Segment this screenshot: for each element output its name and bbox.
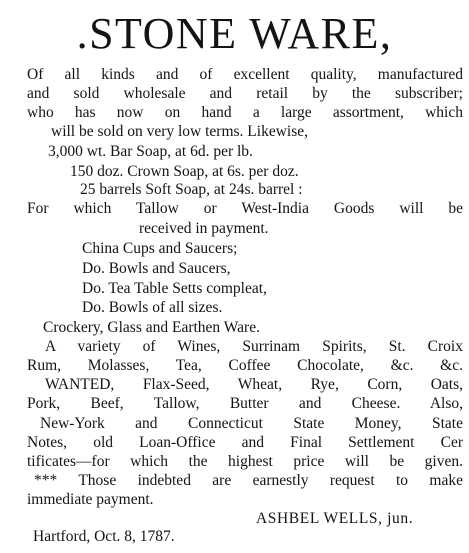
wanted-line-3: New-York and Connecticut State Money, State	[40, 415, 463, 432]
ware-item-tea-table-setts: Do. Tea Table Setts compleat,	[82, 280, 267, 297]
ware-item-bowls-all-sizes: Do. Bowls of all sizes.	[82, 299, 223, 316]
intro-line-4: will be sold on very low terms. Likewise,	[51, 123, 308, 140]
crockery-line: Crockery, Glass and Earthen Ware.	[43, 319, 260, 336]
ad-title: .STONE WARE,	[76, 9, 393, 58]
wines-line-1: A variety of Wines, Surrinam Spirits, St. Croix	[45, 338, 463, 355]
ware-item-china-cups: China Cups and Saucers;	[82, 240, 238, 257]
payment-line-2: received in payment.	[139, 220, 269, 237]
intro-line-3: who has now on hand a large assortment, which	[27, 104, 463, 121]
wanted-line-5: tificates—for which the highest price will be given.	[27, 453, 463, 470]
intro-line-2: and sold wholesale and retail by the subscriber;	[27, 85, 463, 102]
wines-line-2: Rum, Molasses, Tea, Coffee Chocolate, &c. &c.	[27, 357, 463, 374]
intro-line-1: Of all kinds and of excellent quality, manufactured	[27, 66, 463, 83]
dateline: Hartford, Oct. 8, 1787.	[33, 528, 175, 545]
signature: ASHBEL WELLS, jun.	[256, 510, 414, 527]
notice-line-2: immediate payment.	[27, 491, 154, 508]
ware-item-bowls-saucers: Do. Bowls and Saucers,	[82, 260, 231, 277]
wanted-line-2: Pork, Beef, Tallow, Butter and Cheese. Also,	[27, 395, 463, 412]
notice-line-1: *** Those indebted are earnestly request to make	[34, 472, 463, 489]
goods-item-bar-soap: 3,000 wt. Bar Soap, at 6d. per lb.	[48, 143, 253, 160]
wanted-line-4: Notes, old Loan-Office and Final Settlement Cer	[27, 434, 463, 451]
goods-item-soft-soap: 25 barrels Soft Soap, at 24s. barrel :	[80, 181, 303, 198]
wanted-line-1: WANTED, Flax-Seed, Wheat, Rye, Corn, Oats,	[45, 376, 463, 393]
goods-item-crown-soap: 150 doz. Crown Soap, at 6s. per doz.	[70, 163, 299, 180]
payment-line-1: For which Tallow or West-India Goods will be	[27, 200, 463, 217]
